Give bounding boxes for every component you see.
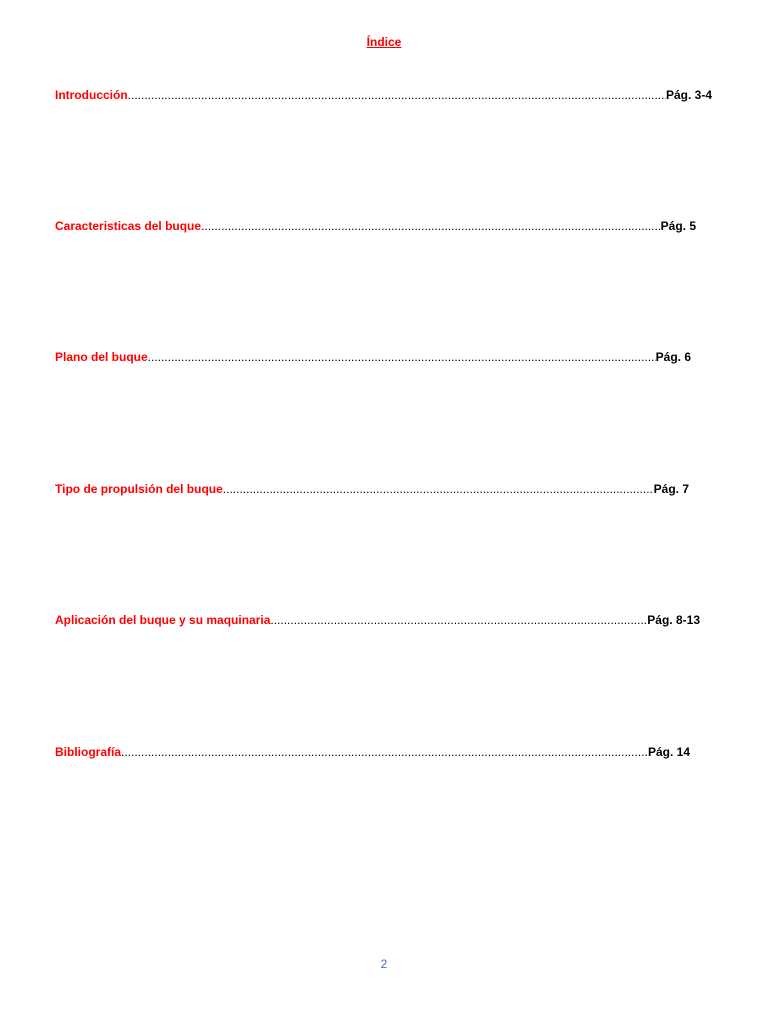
toc-entry-plano[interactable] <box>55 349 691 365</box>
toc-entry-bibliografia[interactable] <box>55 744 690 760</box>
toc-entry-label: Aplicación del buque y su maquinaria <box>55 613 271 627</box>
toc-entry-introduccion[interactable] <box>55 87 712 103</box>
toc-entry-page: Pág. 7 <box>653 482 689 496</box>
toc-entry-caracteristicas[interactable] <box>55 218 696 234</box>
toc-entry-aplicacion[interactable] <box>55 612 700 628</box>
toc-entry-page: Pág. 8-13 <box>647 613 700 627</box>
toc-entry-label: Introducción <box>55 88 128 102</box>
toc-dot-leader <box>148 349 656 365</box>
toc-entry-label: Bibliografía <box>55 745 122 759</box>
toc-entry-label: Caracteristicas del buque <box>55 219 202 233</box>
toc-entry-page: Pág. 6 <box>655 350 691 364</box>
toc-dot-leader <box>270 612 647 628</box>
toc-entry-label: Plano del buque <box>55 350 148 364</box>
page-number: 2 <box>380 957 388 971</box>
toc-entry-page: Pág. 14 <box>647 745 690 759</box>
toc-dot-leader <box>223 481 654 497</box>
toc-dot-leader <box>121 744 648 760</box>
toc-dot-leader <box>201 218 661 234</box>
toc-dot-leader <box>128 87 666 103</box>
toc-entry-label: Tipo de propulsión del buque <box>55 482 223 496</box>
index-title: Índice <box>366 35 402 49</box>
toc-entry-page: Pág. 3-4 <box>665 88 712 102</box>
toc-entry-propulsion[interactable] <box>55 481 689 497</box>
toc-entry-page: Pág. 5 <box>660 219 696 233</box>
